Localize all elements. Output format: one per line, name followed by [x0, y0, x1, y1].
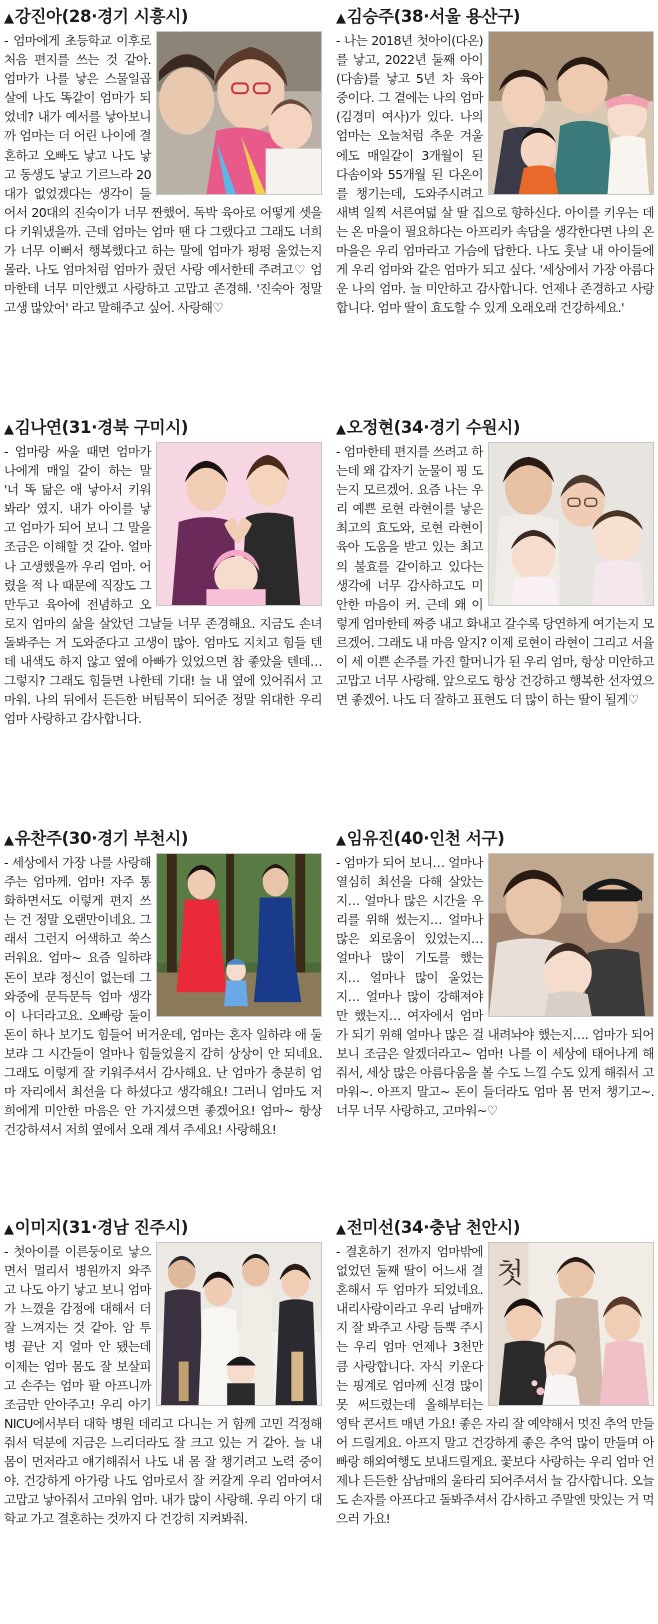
entry-header	[4, 6, 322, 28]
entry-photo	[156, 442, 322, 606]
letter-entry	[336, 1217, 654, 1624]
entry-body	[4, 31, 322, 317]
letter-entry	[4, 417, 322, 824]
entry-photo	[488, 853, 654, 1017]
entry-text: - 엄마한테 편지를 쓰려고 하는데 왜 갑자기 눈물이 핑 도는지 모르겠어. 요즘 나는 우리 예쁜 로현 라현이를 낳은 최고의 효도와, 로현 라현이 육아 도움을 받고 있는 최고의 불효를 같이하고 있다는 생각에 너무 감사하고도 미안한 마음이 커. 근데 왜 이렇게 엄마한테 짜증 내고 화내고 갈수록 당연하게 여기는지 모르겠어. 그래도 내 마음 알지? 이제 로현이 라현이 그리고 서율이 세 이쁜 손주를 가진 할머니가 된 우리 엄마, 항상 미안하고 고맙고 너무 사랑해. 앞으로도 항상 건강하고 행복한 선자였으면 좋겠어. 나도 더 잘하고 표현도 더 많이 하는 딸이 될게♡	[336, 444, 654, 708]
letter-entry	[336, 828, 654, 1213]
entry-body	[336, 442, 654, 709]
photo-forest-walk	[157, 854, 321, 1016]
photo-selfie-family	[489, 854, 653, 1016]
triangle-icon: ▲	[336, 422, 346, 437]
triangle-icon: ▲	[336, 1222, 346, 1237]
entry-text: - 세상에서 가장 나를 사랑해주는 엄마께. 엄마! 자주 통화하면서도 이렇게 편지 쓰는 건 정말 오랜만이네요. 그래서 그런지 어색하고 쑥스러워요. 엄마~ 요즘 일하랴 돈이 보랴 정신이 없는데 그 와중에 문득문득 엄마 생각이 나더라고요. 오빠랑 둘이 돈이 하나 보기도 힘들어 버거운데, 엄마는 혼자 일하랴 애 둘 보랴 그 시간들이 얼마나 힘들었을지 감히 상상이 안 되네요. 그래도 이렇게 잘 키워주셔서 감사해요. 난 엄마가 충분히 엄마 자리에서 최선을 다 하셨다고 생각해요! 그러니 엄마도 저희에게 미안한 마음은 안 가지셨으면 좋겠어요! 엄마~ 항상 건강하셔서 저희 옆에서 오래 계셔 주세요! 사랑해요!	[4, 855, 322, 1138]
entry-header	[4, 828, 322, 850]
entry-photo	[488, 442, 654, 606]
entry-author: 전미선(34·충남 천안시)	[346, 1218, 521, 1237]
entry-header	[336, 6, 654, 28]
entry-text: - 엄마가 되어 보니… 얼마나 열심히 최선을 다해 살았는지… 얼마나 많은 시간을 우리를 위해 썼는지… 얼마나 많은 외로움이 있었는지… 얼마나 많이 기도를 했는지… 얼마나 많이 울었는지… 얼마나 많이 강해져야만 했는지… 여자에서 엄마가 되기 위해 얼마나 많은 걸 내려놔야 했는지…. 엄마가 되어 보니 조금은 알겠더라고~ 엄마! 나를 이 세상에 태어나게 해줘서, 세상 많은 아름다움을 볼 수도 느낄 수도 있게 해줘서 고마워~. 아프지 말고~ 돈이 들더라도 엄마 몸 먼저 챙기고~. 너무 너무 사랑하고, 고마워~♡	[336, 855, 654, 1119]
entry-header	[4, 417, 322, 439]
entry-header	[336, 1217, 654, 1239]
photo-mother-baby	[157, 32, 321, 194]
photo-three-generations	[489, 32, 653, 194]
triangle-icon: ▲	[4, 1222, 14, 1237]
entry-photo	[156, 853, 322, 1017]
letter-entry	[336, 417, 654, 824]
entry-body	[4, 1242, 322, 1528]
entry-body	[4, 853, 322, 1139]
entry-photo	[488, 1242, 654, 1406]
entry-body	[336, 1242, 654, 1528]
entry-header	[336, 828, 654, 850]
entry-text: - 엄마에게 초등학교 이후로 처음 편지를 쓰는 것 같아. 엄마가 나를 낳은 스물일곱 살에 나도 똑같이 엄마가 되었네? 내가 예서를 낳아보니까 엄마는 더 어린 나이에 결혼하고 오빠도 낳고 나도 낳고 동생도 낳고 기르느라 20대가 없었겠다는 생각이 들어서 20대의 진숙이가 너무 짠했어. 독박 육아로 어떻게 셋을 다 키워냈을까. 근데 엄마는 엄마 땐 다 그랬다고 그래도 너희가 너무 이뻐서 행복했다고 하는 말에 엄마가 펑펑 울었는지 몰라. 나도 엄마처럼 엄마가 줬던 사랑 예서한테 주려고♡ 엄마한테 너무 미안했고 사랑하고 고맙고 존경해. '진숙아 정말 고생 많았어' 라고 말해주고 싶어. 사랑해♡	[4, 33, 322, 316]
triangle-icon: ▲	[336, 833, 346, 848]
entry-header	[336, 417, 654, 439]
photo-grandmother-twins	[489, 443, 653, 605]
entry-photo	[156, 31, 322, 195]
photo-sign-text: 첫	[496, 1256, 524, 1290]
entry-text: - 엄마랑 싸울 때면 엄마가 나에게 매일 같이 하는 말 '너 똑 닮은 애 낳아서 키워봐라' 였지. 내가 아이를 낳고 엄마가 되어 보니 그 말을 조금은 이해할 것 같아. 얼마나 고생했을까 우리 엄마. 어렸을 적 나 때문에 직장도 그만두고 육아에 전념하고 오로지 엄마의 삶을 살았던 그날들 너무 존경해요. 지금도 손녀 돌봐주는 거 도와준다고 고생이 많아. 엄마도 지치고 힘들 텐데 내색도 하지 않고 옆에 아빠가 있었으면 참 좋았을 텐데… 그렇지? 그래도 힘들면 나한테 기대! 늘 내 옆에 있어줘서 고마워. 나의 뒤에서 든든한 버팀목이 되어준 정말 위대한 우리 엄마 사랑하고 감사합니다.	[4, 444, 322, 727]
entry-author: 강진아(28·경기 시흥시)	[14, 7, 189, 26]
triangle-icon: ▲	[4, 833, 14, 848]
entry-body	[4, 442, 322, 728]
entry-body	[336, 853, 654, 1120]
entry-author: 오정현(34·경기 수원시)	[346, 418, 521, 437]
entry-text: - 결혼하기 전까지 엄마밖에 없었던 둘째 딸이 어느새 결혼해서 두 엄마가 되었네요. 내리사랑이라고 우리 남매까지 잘 봐주고 사랑 듬뿍 주시는 우리 엄마 언제나 3천만큼 사랑합니다. 자식 키운다는 핑계로 엄마께 신경 많이 못 써드렸는데 올해부터는 영탁 콘서트 매년 가요! 좋은 자리 잘 예약해서 멋진 추억 만들어 드릴게요. 아프지 말고 건강하게 좋은 추억 많이 만들며 아빠랑 해외여행도 보내드릴게요. 꽃보다 사랑하는 우리 엄마 언제나 든든한 삼남매의 울타리 되어주셔서 늘 감사합니다. 오늘도 손자를 아프다고 돌봐주셔서 감사하고 주말엔 맛있는 거 먹으러 가요!	[336, 1244, 654, 1527]
letter-entry	[4, 828, 322, 1213]
entry-author: 김나연(31·경북 구미시)	[14, 418, 189, 437]
letter-entry	[4, 1217, 322, 1624]
triangle-icon: ▲	[4, 422, 14, 437]
entry-text: - 나는 2018년 첫아이(다온)를 낳고, 2022년 둘째 아이(다솜)를 낳고 5년 차 육아 중이다. 그 곁에는 나의 엄마(김경미 여사)가 있다. 나의 엄마는 오늘처럼 추운 겨울에도 매일같이 3개월이 된 다솜이와 55개월 된 다온이를 챙기는데, 도와주시려고 새벽 일찍 서른여덟 살 딸 집으로 향하신다. 아이를 키우는 데는 온 마을이 필요하다는 아프리카 속담을 생각한다면 나의 온 마을은 우리 엄마라고 가슴에 답한다. 나도 훗날 내 아이들에게 우리 엄마와 같은 엄마가 되고 싶다. '세상에서 가장 아름다운 나의 엄마. 늘 미안하고 감사합니다. 언제나 존경하고 사랑합니다. 엄마 딸이 효도할 수 있게 오래오래 건강하세요.'	[336, 33, 654, 316]
photo-family-portrait	[157, 1243, 321, 1405]
entry-body	[336, 31, 654, 317]
letter-entry	[336, 6, 654, 413]
entry-author: 임유진(40·인천 서구)	[346, 829, 505, 848]
entry-photo	[156, 1242, 322, 1406]
entry-author: 김승주(38·서울 용산구)	[346, 7, 521, 26]
triangle-icon: ▲	[4, 11, 14, 26]
entry-author: 이미지(31·경남 진주시)	[14, 1218, 189, 1237]
photo-heart-hands	[157, 443, 321, 605]
entry-author: 유찬주(30·경기 부천시)	[14, 829, 189, 848]
letter-entry	[4, 6, 322, 413]
entry-photo	[488, 31, 654, 195]
photo-first-birthday	[489, 1243, 653, 1405]
entry-text: - 첫아이를 이른둥이로 낳으면서 멀리서 병원까지 와주고 나도 아기 낳고 보니 엄마가 느꼈을 감정에 대해서 더 잘 느껴지는 것 같아. 암 투병 끝난 지 얼마 안 됐는데 이제는 엄마 몸도 잘 보살피고 손주는 엄마 팔 아프니까 조금만 안아주고! 우리 아기 NICU에서부터 대학 병원 데리고 다니는 거 함께 고민 걱정해줘서 덕분에 지금은 느리더라도 잘 크고 있는 거 같아. 늘 내 몸이 먼저라고 얘기해줘서 나도 내 몸 잘 챙기려고 노력 중이야. 건강하게 아가랑 나도 엄마로서 잘 커갈게 우리 엄마여서 고맙고 낳아줘서 고마워 엄마. 내가 많이 사랑해. 우리 아기 대학교 가고 결혼하는 것까지 다 건강히 지켜봐줘.	[4, 1244, 322, 1527]
entry-header	[4, 1217, 322, 1239]
triangle-icon: ▲	[336, 11, 346, 26]
